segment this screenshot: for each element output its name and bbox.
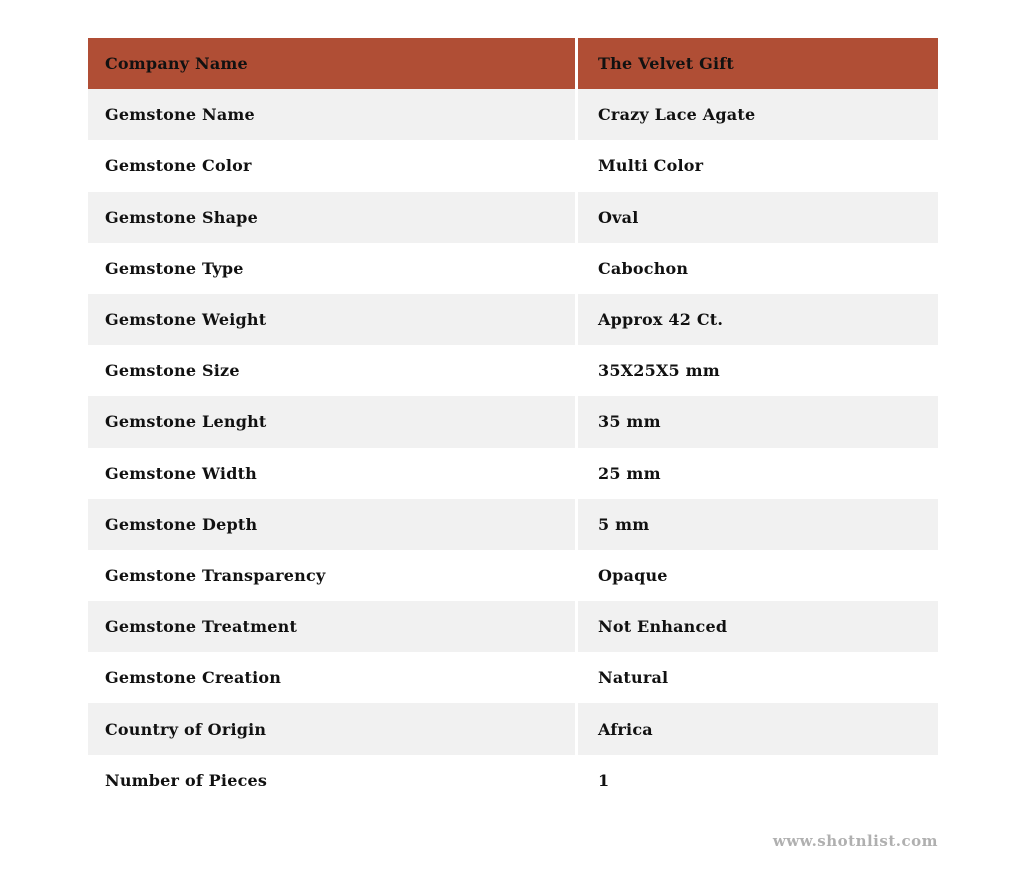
spec-label-cell: Gemstone Lenght: [88, 396, 575, 447]
table-row: [88, 396, 938, 447]
table-row: [88, 601, 938, 652]
watermark-text: www.shotnlist.com: [772, 832, 938, 850]
table-row: [88, 703, 938, 754]
table-row: [88, 140, 938, 191]
table-row: [88, 243, 938, 294]
spec-value-cell: Cabochon: [578, 243, 938, 294]
spec-value-cell: 35 mm: [578, 396, 938, 447]
spec-value-cell: Africa: [578, 703, 938, 754]
table-header-row: [88, 38, 938, 89]
table-row: [88, 89, 938, 140]
gemstone-spec-table: [88, 38, 938, 806]
spec-value-cell: 35X25X5 mm: [578, 345, 938, 396]
table-row: [88, 294, 938, 345]
table-row: [88, 499, 938, 550]
spec-label-cell: Gemstone Size: [88, 345, 575, 396]
header-company-value: The Velvet Gift: [578, 38, 938, 89]
spec-value-cell: Not Enhanced: [578, 601, 938, 652]
spec-value-cell: Crazy Lace Agate: [578, 89, 938, 140]
table-row: [88, 345, 938, 396]
spec-label-cell: Gemstone Treatment: [88, 601, 575, 652]
table-row: [88, 448, 938, 499]
table-row: [88, 755, 938, 806]
spec-value-cell: Opaque: [578, 550, 938, 601]
spec-label-cell: Number of Pieces: [88, 755, 575, 806]
spec-label-cell: Gemstone Weight: [88, 294, 575, 345]
spec-label-cell: Gemstone Creation: [88, 652, 575, 703]
table-row: [88, 550, 938, 601]
spec-label-cell: Gemstone Name: [88, 89, 575, 140]
spec-value-cell: Approx 42 Ct.: [578, 294, 938, 345]
spec-value-cell: 1: [578, 755, 938, 806]
table-row: [88, 652, 938, 703]
spec-value-cell: Natural: [578, 652, 938, 703]
header-company-label: Company Name: [88, 38, 575, 89]
spec-label-cell: Gemstone Depth: [88, 499, 575, 550]
spec-value-cell: 25 mm: [578, 448, 938, 499]
spec-label-cell: Country of Origin: [88, 703, 575, 754]
spec-label-cell: Gemstone Width: [88, 448, 575, 499]
spec-label-cell: Gemstone Type: [88, 243, 575, 294]
spec-table-body: [88, 89, 938, 806]
spec-value-cell: 5 mm: [578, 499, 938, 550]
table-row: [88, 192, 938, 243]
spec-label-cell: Gemstone Transparency: [88, 550, 575, 601]
spec-value-cell: Multi Color: [578, 140, 938, 191]
spec-label-cell: Gemstone Color: [88, 140, 575, 191]
spec-value-cell: Oval: [578, 192, 938, 243]
spec-label-cell: Gemstone Shape: [88, 192, 575, 243]
